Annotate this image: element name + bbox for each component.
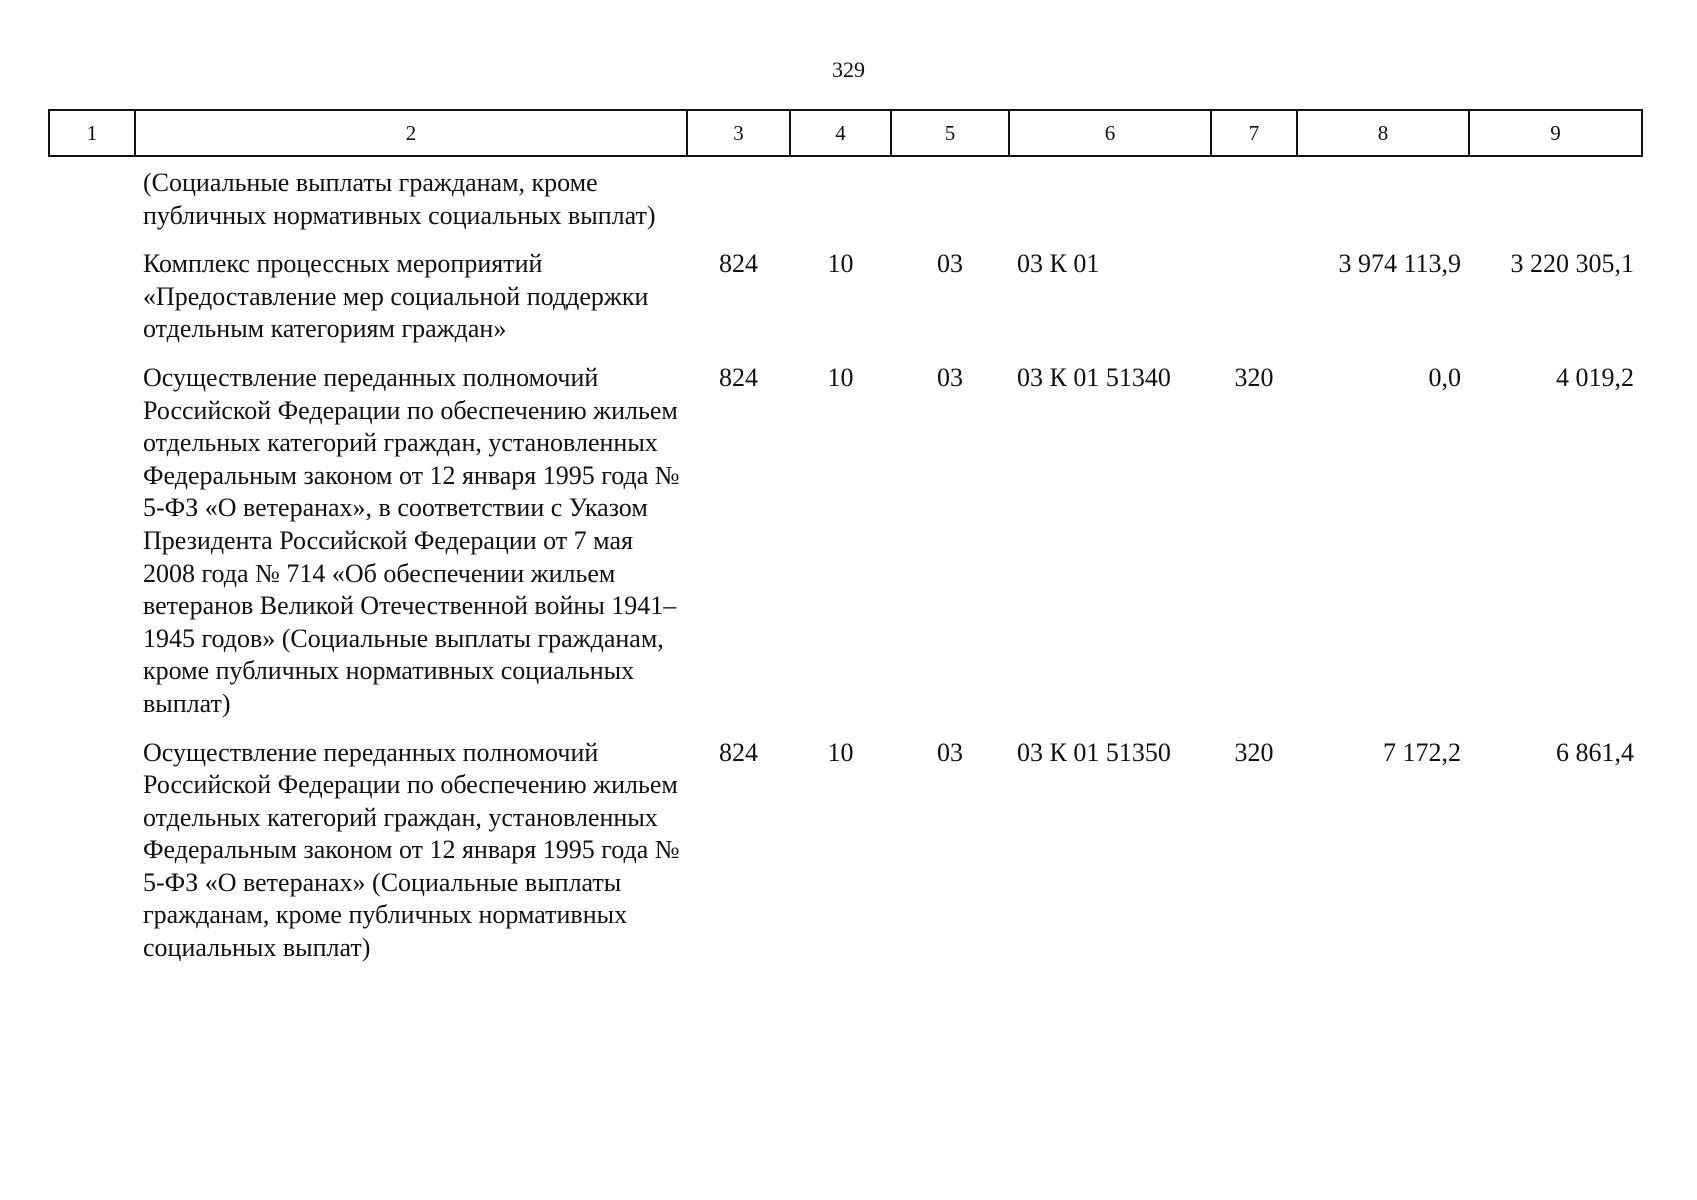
cell-col1	[49, 156, 135, 232]
cell-col5: 03	[937, 737, 963, 767]
column-header-3: 3	[687, 110, 790, 156]
cell-col7	[1211, 232, 1297, 346]
page-number: 329	[832, 57, 865, 82]
cell-col4: 10	[827, 249, 854, 279]
cell-col8: 7 172,2	[1383, 737, 1461, 767]
table-row	[49, 232, 1642, 346]
cell-col5: 03	[937, 249, 963, 279]
cell-col7: 320	[1234, 737, 1274, 767]
cell-col6: 03 К 01 51340	[1017, 362, 1171, 392]
cell-col5	[891, 156, 1009, 232]
header-row	[49, 110, 1642, 156]
cell-name: (Социальные выплаты гражданам, кроме публичных нормативных социальных выплат)	[143, 168, 656, 230]
cell-col4: 10	[827, 362, 854, 392]
table-row	[49, 346, 1642, 721]
cell-name: Осуществление переданных полномочий Российской Федерации по обеспечению жильем отдельных категорий граждан, установленных Федеральным законом от 12 января 1995 года № 5-ФЗ «О ветеранах», в соответствии с Указом Президента Российской Федерации от 7 мая 2008 года № 714 «Об обеспечении жильем ветеранов Великой Отечественной войны 1941–1945 годов» (Социальные выплаты гражданам, кроме публичных нормативных социальных выплат)	[143, 362, 680, 718]
column-header-4: 4	[790, 110, 891, 156]
table-header	[49, 110, 1642, 156]
column-header-6: 6	[1009, 110, 1211, 156]
column-header-1: 1	[49, 110, 135, 156]
cell-col5: 03	[937, 362, 963, 392]
column-header-8: 8	[1297, 110, 1469, 156]
cell-col9: 3 220 305,1	[1510, 249, 1634, 279]
cell-col6: 03 К 01 51350	[1017, 737, 1171, 767]
cell-col1	[49, 346, 135, 721]
cell-col8: 3 974 113,9	[1338, 249, 1461, 279]
cell-col8	[1297, 156, 1469, 232]
table-row	[49, 156, 1642, 232]
cell-col7: 320	[1234, 362, 1274, 392]
cell-col6: 03 К 01	[1017, 249, 1100, 279]
cell-col3: 824	[719, 362, 758, 392]
table-row	[49, 721, 1642, 965]
column-header-2: 2	[135, 110, 687, 156]
cell-col4	[790, 156, 891, 232]
column-header-5: 5	[891, 110, 1009, 156]
cell-col4: 10	[827, 737, 854, 767]
cell-col9: 6 861,4	[1556, 737, 1634, 767]
cell-col9	[1469, 156, 1642, 232]
cell-col3	[687, 156, 790, 232]
budget-table	[48, 109, 1643, 965]
cell-col1	[49, 721, 135, 965]
cell-name: Комплекс процессных мероприятий «Предоставление мер социальной поддержки отдельным категориям граждан»	[143, 249, 649, 344]
column-header-9: 9	[1469, 110, 1642, 156]
cell-col6	[1009, 156, 1211, 232]
cell-col8: 0,0	[1428, 362, 1461, 392]
cell-name: Осуществление переданных полномочий Российской Федерации по обеспечению жильем отдельных категорий граждан, установленных Федеральным законом от 12 января 1995 года № 5-ФЗ «О ветеранах» (Социальные выплаты гражданам, кроме публичных нормативных социальных выплат)	[143, 737, 680, 963]
column-header-7: 7	[1211, 110, 1297, 156]
cell-col3: 824	[719, 737, 758, 767]
cell-col7	[1211, 156, 1297, 232]
cell-col9: 4 019,2	[1556, 362, 1634, 392]
table-body	[49, 156, 1642, 965]
cell-col1	[49, 232, 135, 346]
cell-col3: 824	[719, 249, 758, 279]
